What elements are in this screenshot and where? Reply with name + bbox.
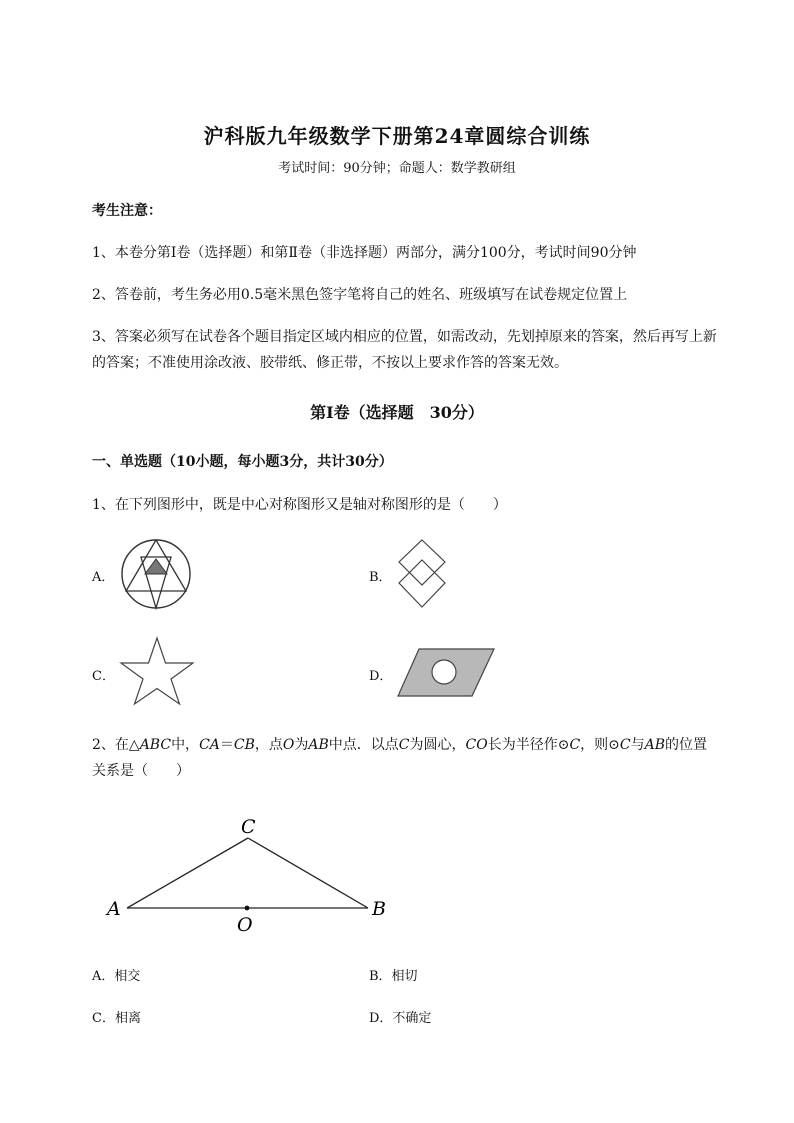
q1-option-c-figure bbox=[119, 636, 195, 706]
notice-item-3: 3、答案必须写在试卷各个题目指定区域内相应的位置，如需改动，先划掉原来的答案，然后再写上新 bbox=[92, 329, 717, 345]
label-b: B bbox=[372, 898, 386, 920]
exam-info: 考试时间：90分钟；命题人：数学教研组 bbox=[278, 161, 516, 176]
question-2-stem: 2、在△ABC中，CA＝CB，点O为AB中点．以点C为圆心，CO长为半径作⊙C，则⊙C与AB的位置 bbox=[92, 737, 708, 753]
notice-heading: 考生注意： bbox=[92, 203, 162, 219]
q1-option-b-figure bbox=[396, 538, 448, 610]
notice-item-1: 1、本卷分第I卷（选择题）和第Ⅱ卷（非选择题）两部分，满分100分，考试时间90分钟 bbox=[92, 245, 637, 261]
notice-item-2: 2、答卷前，考生务必用0.5毫米黑色签字笔将自己的姓名、班级填写在试卷规定位置上 bbox=[92, 287, 628, 303]
label-c: C bbox=[241, 816, 256, 838]
part-heading: 一、单选题（10小题，每小题3分，共计30分） bbox=[92, 454, 393, 470]
q1-option-b-label: B． bbox=[369, 570, 392, 585]
segment-ac bbox=[127, 838, 248, 908]
label-a: A bbox=[107, 898, 121, 920]
point-o bbox=[245, 906, 250, 911]
q2-option-c: C．相离 bbox=[92, 1011, 141, 1026]
q1-option-a-figure bbox=[120, 538, 192, 610]
q2-option-d: D．不确定 bbox=[369, 1011, 432, 1026]
q1-option-a-label: A． bbox=[92, 570, 115, 585]
label-o: O bbox=[237, 914, 253, 936]
q1-option-d-label: D． bbox=[369, 669, 393, 684]
segment-cb bbox=[248, 838, 368, 908]
q1-option-d-figure bbox=[397, 648, 495, 698]
notice-item-3-cont: 的答案；不准使用涂改液、胶带纸、修正带，不按以上要求作答的答案无效。 bbox=[92, 355, 568, 371]
page-title: 沪科版九年级数学下册第24章圆综合训练 bbox=[203, 124, 591, 148]
q2-option-b: B．相切 bbox=[369, 969, 418, 984]
question-2-stem-cont: 关系是（ ） bbox=[92, 763, 190, 779]
q1-option-c-label: C． bbox=[92, 669, 115, 684]
section-title: 第I卷（选择题 30分） bbox=[310, 403, 484, 422]
q2-option-a: A．相交 bbox=[92, 969, 141, 984]
question-1-stem: 1、在下列图形中，既是中心对称图形又是轴对称图形的是（ ） bbox=[92, 497, 507, 513]
q2-triangle-figure bbox=[100, 808, 400, 938]
